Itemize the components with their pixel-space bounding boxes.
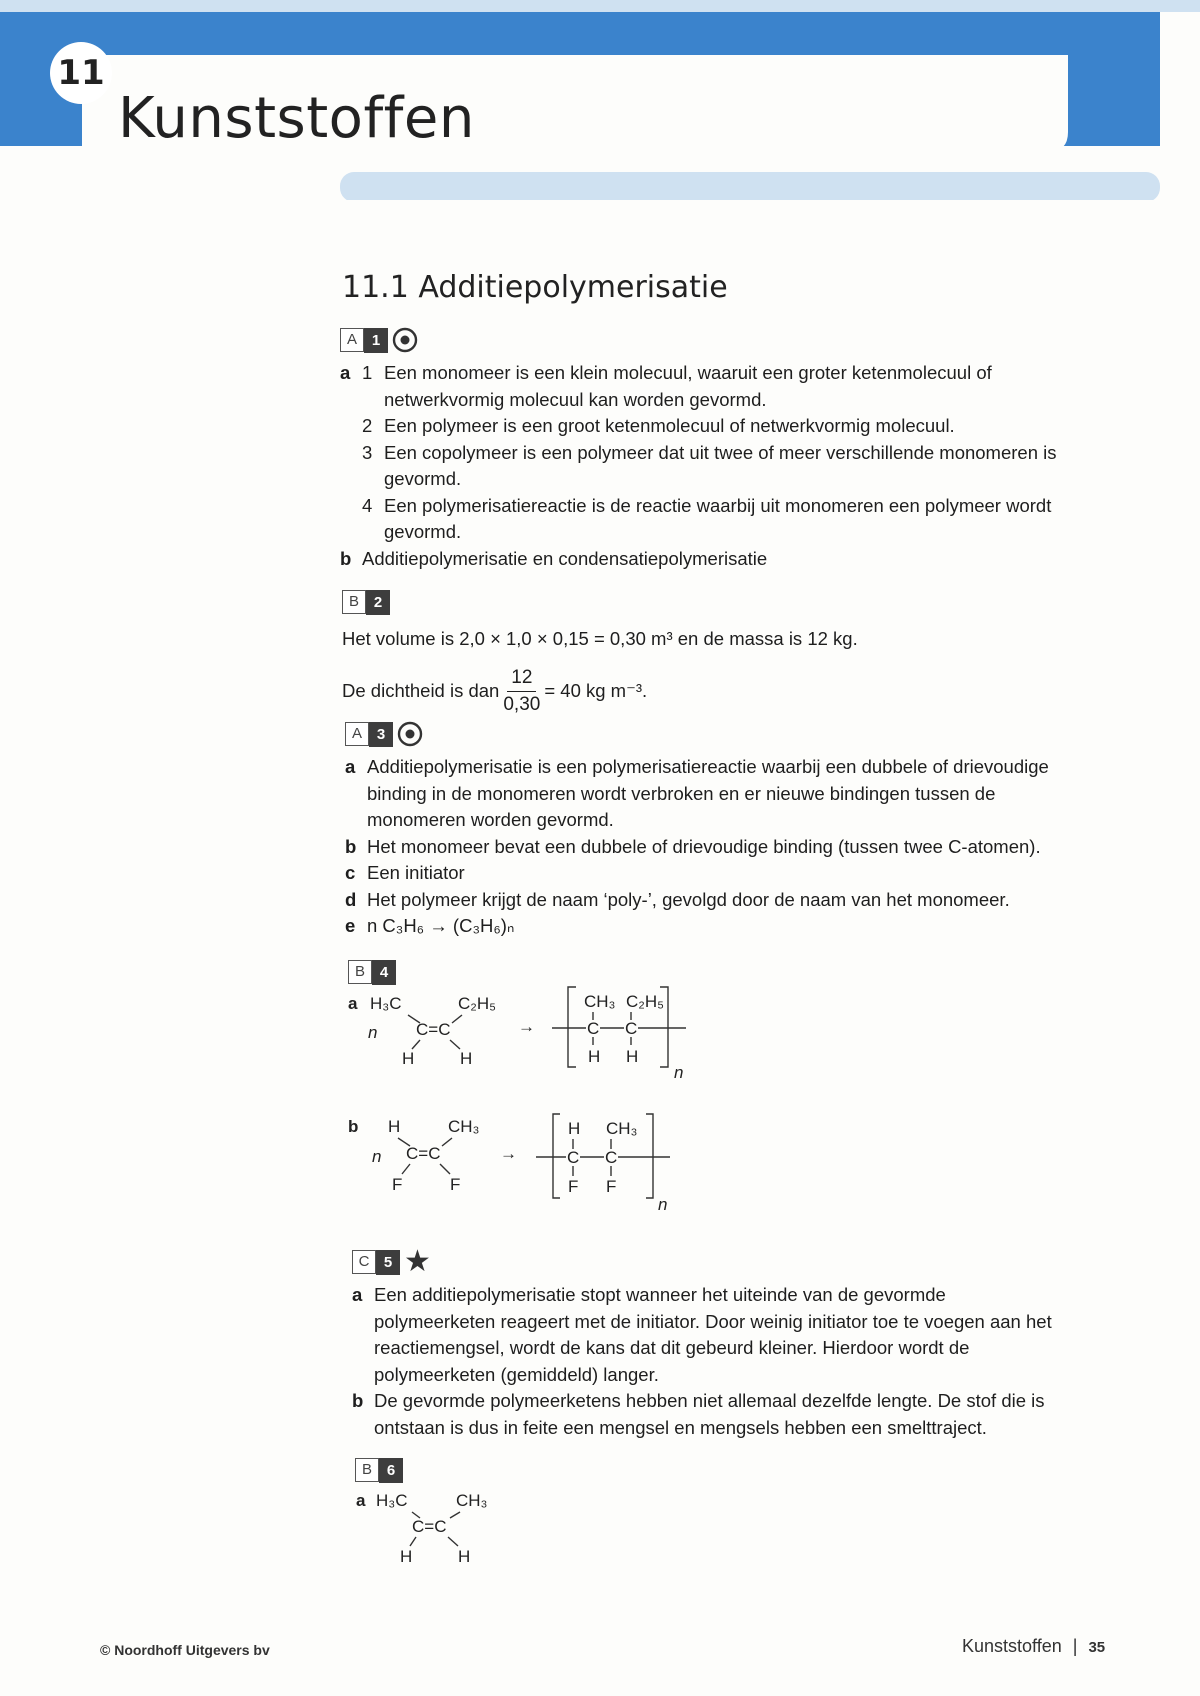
level-badge: C [352,1250,376,1274]
substituent-top-right: CH₃ [456,1491,488,1510]
level-badge: B [348,960,372,984]
answer-item [345,913,1080,940]
answer-text: Het monomeer bevat een dubbele of drievoudige binding (tussen twee C-atomen). [367,835,1041,857]
answer-text: Het volume is 2,0 × 1,0 × 0,15 = 0,30 m³ en de massa is 12 kg. [342,628,858,649]
page-footer [962,1636,1105,1657]
substituent-top-left: H₃C [376,1491,408,1510]
double-bond: C=C [416,1020,451,1039]
exercise-5 [352,1245,1072,1441]
answer-text: Een additiepolymerisatie stopt wanneer het uiteinde van de gevormde polymeerketen reageert met de initiator. Door weinig initiator toe te voegen aan het reactiemengsel, wordt de kans dat dit gebeurd kleiner. Hierdoor wordt de polymeerketen (gemiddeld) langer. [374,1284,1052,1385]
subscript-n: n [674,1063,684,1082]
fraction-denominator: 0,30 [503,693,541,715]
answer-item [352,1388,1072,1441]
answer-label: c [345,862,356,883]
answer-label: a [348,994,358,1013]
exercise-number: 1 [364,328,388,353]
coefficient-n: n [372,1147,382,1166]
publisher-credit: © Noordhoff Uitgevers bv [100,1642,270,1658]
star-icon: ★ [404,1245,431,1278]
level-badge: B [355,1458,379,1482]
level-badge: B [342,590,366,614]
answer-label: a [345,756,356,777]
density-line [342,665,1062,718]
arrow: → [518,1017,535,1036]
answer-label: a [340,362,351,383]
exercise-header [355,1456,403,1484]
answer-label: a [356,1491,366,1510]
exercise-number: 4 [372,960,396,985]
answer-text: Additiepolymerisatie en condensatiepolymerisatie [362,547,768,569]
substituent-bottom-1: H [588,1047,601,1066]
exercise-1 [340,326,1060,572]
double-bond: C=C [412,1517,447,1536]
answer-label: b [340,547,352,569]
answer-item [345,887,1080,914]
exercise-number: 5 [376,1250,400,1275]
footer-chapter: Kunststoffen [962,1636,1062,1656]
exercise-2 [342,588,1062,718]
answer-number: 3 [362,441,373,463]
reaction-equation: n C₃H₆ → (C₃H₆)ₙ [367,915,515,936]
substituent-top-right: CH₃ [448,1117,480,1136]
answer-item [340,440,1060,493]
answer-item [345,754,1080,834]
answer-item [345,860,1080,887]
answer-text: Een monomeer is een klein molecuul, waaruit een groter ketenmolecuul of netwerkvormig molecuul kan worden gevormd. [384,362,992,410]
footer-separator: | [1072,1636,1078,1656]
section-title: 11.1 Additiepolymerisatie [342,270,728,305]
answer-text: Het polymeer krijgt de naam ‘poly-’, gevolgd door de naam van het monomeer. [367,888,1010,910]
substituent-bottom-right: H [458,1547,471,1566]
answer-label: d [345,888,357,910]
substituent-top-1: CH₃ [584,992,616,1011]
exercise-header [340,326,1060,354]
substituent-top-1: H [568,1119,581,1138]
structure-4a [340,985,720,1090]
arrow: → [500,1144,517,1163]
exercise-header [342,588,1062,616]
substituent-bottom-2: F [606,1177,617,1196]
answer-text: Additiepolymerisatie is een polymerisatiereactie waarbij een dubbele of drievoudige binding in de monomeren wordt verbroken en er nieuwe bindingen tussen de monomeren worden gevormd. [367,756,1049,830]
chapter-number: 11 [50,42,112,104]
substituent-top-right: C₂H₅ [458,994,497,1013]
exercise-header [352,1245,1072,1278]
answer-item [352,1282,1072,1388]
level-badge: A [345,722,369,746]
answer-text: Een initiator [367,862,465,883]
double-bond: C=C [406,1144,441,1163]
exercise-3 [345,720,1080,940]
answer-text: = 40 kg m⁻³. [544,679,648,701]
carbon-atom: C [625,1019,638,1038]
answer-item [340,493,1060,546]
substituent-bottom-left: F [392,1175,403,1194]
exercise-4 [348,958,396,986]
answer-number: 4 [362,494,373,516]
target-icon [397,721,423,747]
substituent-top-2: CH₃ [606,1119,638,1138]
answer-label: a [352,1284,363,1305]
answer-label: b [352,1390,364,1411]
structure-6a [348,1486,548,1566]
substituent-bottom-2: H [626,1047,639,1066]
answer-item [340,546,1060,573]
substituent-bottom-right: F [450,1175,461,1194]
answer-label: e [345,915,356,936]
carbon-atom: C [587,1019,600,1038]
answer-text: Een copolymeer is een polymeer dat uit twee of meer verschillende monomeren is gevormd. [384,441,1057,489]
answer-text: Een polymerisatiereactie is de reactie waarbij uit monomeren een polymeer wordt gevormd. [384,494,1052,542]
fraction-numerator: 12 [507,665,536,692]
structure-4b [340,1112,720,1217]
exercise-number: 2 [366,590,390,615]
answer-label: b [348,1117,359,1136]
substituent-top-left: H₃C [370,994,402,1013]
answer-label: b [345,835,357,857]
substituent-bottom-1: F [568,1177,579,1196]
carbon-atom: C [605,1148,618,1167]
answer-text: De dichtheid is dan [342,679,500,701]
fraction [503,665,540,718]
exercise-6 [355,1456,403,1484]
answer-number: 2 [362,415,373,436]
answer-item [340,360,1060,413]
substituent-bottom-left: H [402,1049,415,1068]
exercise-number: 6 [379,1458,403,1483]
exercise-header [345,720,1080,748]
substituent-bottom-left: H [400,1547,413,1566]
substituent-top-left: H [388,1117,401,1136]
level-badge: A [340,328,364,352]
substituent-top-2: C₂H₅ [626,992,665,1011]
exercise-header [348,958,396,986]
answer-text: Een polymeer is een groot ketenmolecuul of netwerkvormig molecuul. [384,415,955,436]
carbon-atom: C [567,1148,580,1167]
answer-item [340,413,1060,440]
coefficient-n: n [368,1023,378,1042]
target-icon [392,327,418,353]
substituent-bottom-right: H [460,1049,473,1068]
subscript-n: n [658,1195,668,1214]
exercise-number: 3 [369,722,393,747]
chapter-title: Kunststoffen [118,86,475,151]
answer-text: De gevormde polymeerketens hebben niet allemaal dezelfde lengte. De stof die is ontstaan is dus in feite een mengsel en mengsels hebben een smelttraject. [374,1390,1045,1438]
page-number: 35 [1088,1639,1106,1656]
answer-number: 1 [362,362,373,383]
answer-item [345,834,1080,861]
